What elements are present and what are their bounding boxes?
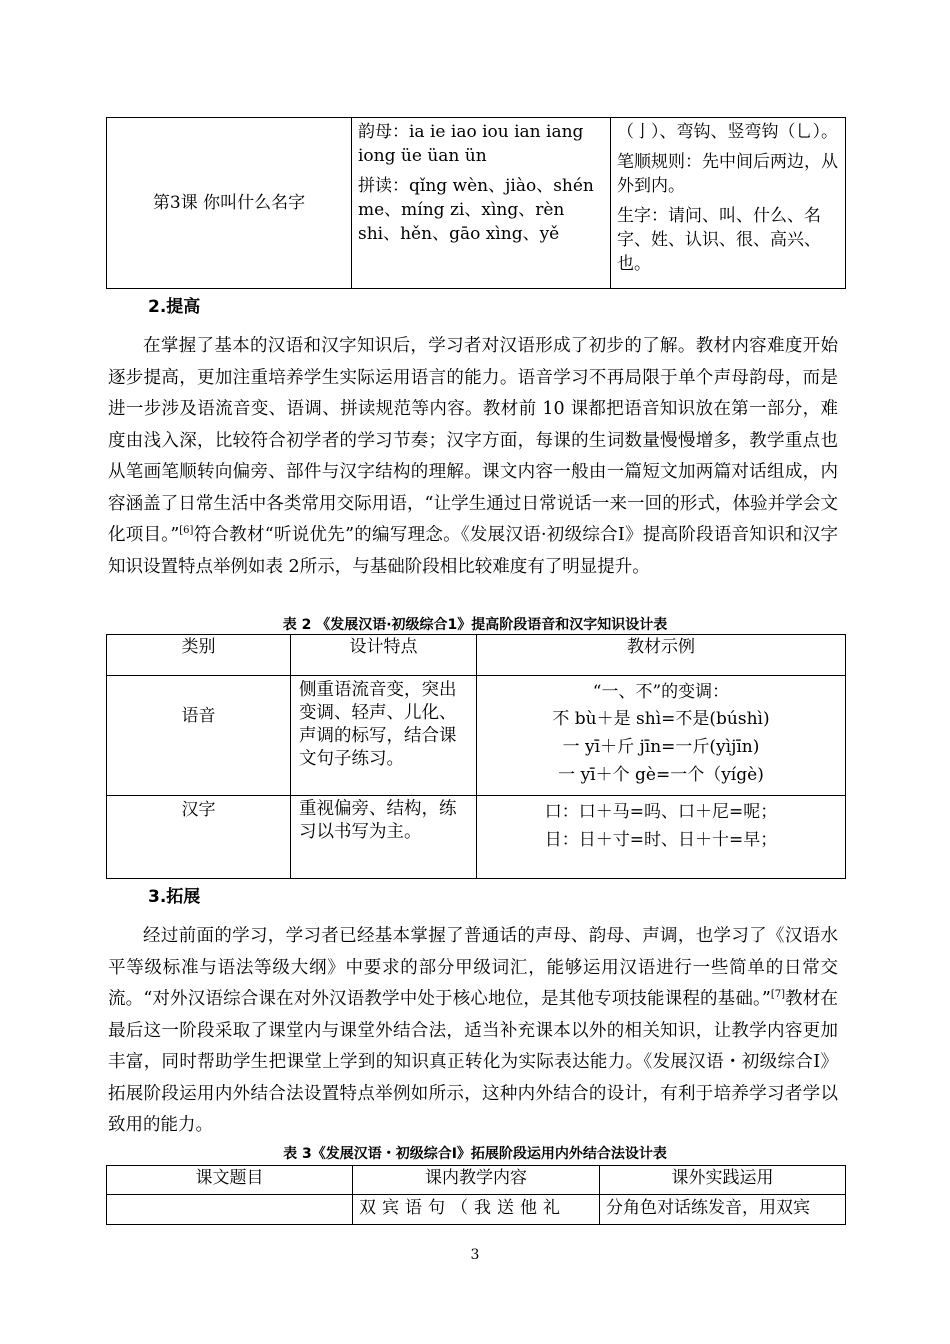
section-3-heading: 3.拓展	[148, 887, 201, 907]
table-2-row-hanzi-feature-cell	[291, 796, 477, 879]
citation-7: [7]	[770, 989, 786, 1001]
section-2-text-b: 符合教材“听说优先”的编写理念。《发展汉语·初级综合Ⅰ》提高阶段语音知识和汉字知识设置特点举例如表 2所示，与基础阶段相比较难度有了明显提升。	[108, 525, 838, 577]
table-3	[106, 1165, 846, 1225]
section-2-paragraph	[108, 331, 838, 583]
table-2-header-category: 类别	[107, 635, 291, 676]
citation-6: [6]	[179, 525, 194, 537]
page-number: 3	[470, 1247, 480, 1263]
radical-example-1: 口：口＋马=吗、口＋尼=呢；	[544, 802, 778, 822]
phonetics-cell	[352, 118, 611, 289]
new-chars-text: 生字：请问、叫、什么、名字、姓、认识、很、高兴、也。	[617, 206, 821, 274]
table-3-caption: 表 3《发展汉语・初级综合Ⅰ》拓展阶段运用内外结合法设计表	[283, 1146, 667, 1162]
tone-change-title: “一、不”的变调：	[592, 682, 730, 702]
strokes-text: （亅）、弯钩、竖弯钩（乚）。	[617, 122, 838, 142]
section-3-text-b: 教材在最后这一阶段采取了课堂内与课堂外结合法，适当补充课本以外的相关知识，让教学内容更加丰富，同时帮助学生把课堂上学到的知识真正转化为实际表达能力。《发展汉语・初级综合Ⅰ》拓展阶段运用内外结合法设置特点举例如所示，这种内外结合的设计，有利于培养学习者学以致用的能力。	[108, 989, 839, 1135]
table-3-row1-inner: 双宾语句（我送他礼	[353, 1195, 600, 1225]
lesson-title-cell	[107, 118, 352, 289]
table-lesson-3	[106, 117, 846, 289]
section-3-text-a: 经过前面的学习，学习者已经基本掌握了普通话的声母、韵母、声调，也学习了《汉语水平等级标准与语法等级大纲》中要求的部分甲级词汇，能够运用汉语进行一些简单的日常交流。“对外汉语综合课在对外汉语教学中处于核心地位，是其他专项技能课程的基础。”	[108, 926, 838, 1009]
table-2-row-hanzi-feature: 重视偏旁、结构，练习以书写为主。	[299, 799, 457, 842]
table-3-row1-outer: 分角色对话练发音，用双宾	[600, 1195, 846, 1225]
table-2-row-hanzi-type: 汉字	[107, 796, 291, 879]
tone-example-3: 一 yī＋个 gè=一个（yígè)	[558, 765, 764, 785]
table-2-header-example: 教材示例	[477, 635, 846, 676]
radical-example-2: 日：日＋寸=时、日＋十=早；	[544, 830, 778, 850]
table-2	[106, 634, 846, 879]
hanzi-cell	[611, 118, 846, 289]
table-2-row-phonetics-example-cell	[477, 676, 846, 796]
table-3-header-outer: 课外实践运用	[600, 1166, 846, 1195]
table-2-caption: 表 2 《发展汉语·初级综合1》提高阶段语音和汉字知识设计表	[282, 617, 668, 633]
yunmu-text: 韵母：ia ie iao iou ian iang iong üe üan ün	[358, 122, 584, 166]
tone-example-2: 一 yī＋斤 jīn=一斤(yìjīn)	[562, 737, 760, 757]
section-2-heading: 2.提高	[148, 297, 201, 317]
table-3-header-inner: 课内教学内容	[353, 1166, 600, 1195]
section-2-text-a: 在掌握了基本的汉语和汉字知识后，学习者对汉语形成了初步的了解。教材内容难度开始逐步提高，更加注重培养学生实际运用语言的能力。语音学习不再局限于单个声母韵母，而是进一步涉及语流音变、语调、拼读规范等内容。教材前 10 课都把语音知识放在第一部分，难度由浅入深，比较符合初学者的学习节奏；汉字方面，每课的生词数量慢慢增多，教学重点也从笔画笔顺转向偏旁、部件与汉字结构的理解。课文内容一般由一篇短文加两篇对话组成，内容涵盖了日常生活中各类常用交际用语，“让学生通过日常说话一来一回的形式，体验并学会文化项目。”	[108, 336, 838, 545]
lesson-title: 第3课 你叫什么名字	[152, 193, 306, 213]
table-2-row-hanzi-example-cell	[477, 796, 846, 879]
table-2-row-phonetics-type: 语音	[107, 676, 291, 796]
table-3-row1-title	[107, 1195, 353, 1225]
table-2-header-feature: 设计特点	[291, 635, 477, 676]
table-2-row-phonetics-feature-cell	[291, 676, 477, 796]
pindu-text: 拼读：qǐng wèn、jiào、shén me、míng zi、xìng、rèn shi、hěn、gāo xìng、yě	[358, 176, 594, 244]
tone-example-1: 不 bù＋是 shì=不是(búshì)	[552, 709, 770, 729]
table-2-row-phonetics-feature: 侧重语流音变，突出变调、轻声、儿化、声调的标写，结合课文句子练习。	[299, 680, 457, 769]
table-3-header-title: 课文题目	[107, 1166, 353, 1195]
stroke-rule-text: 笔顺规则：先中间后两边，从外到内。	[617, 152, 838, 196]
section-3-paragraph	[108, 921, 838, 1142]
